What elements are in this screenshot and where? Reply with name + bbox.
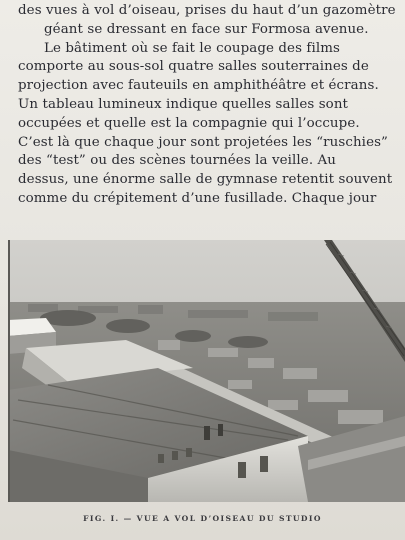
text-line: projection avec fauteuils en amphithéâtre et écrans. [18, 78, 379, 94]
body-text [18, 2, 405, 209]
text-line: occupées et quelle est la compagnie qui l’occupe. [18, 115, 360, 131]
aerial-photo-illustration [8, 240, 405, 502]
aerial-studio-photo [8, 240, 405, 502]
text-line: des vues à vol d’oiseau, prises du haut d’un gazomètre [18, 3, 396, 18]
text-line: dessus, une énorme salle de gymnase retentit souvent [18, 172, 393, 188]
text-line: comme du crépitement d’une fusillade. Chaque jour [18, 190, 377, 206]
figure-caption: FIG. I. — VUE A VOL D’OISEAU DU STUDIO [83, 514, 322, 523]
text-line: des “test” ou des scènes tournées la veille. Au [18, 153, 337, 169]
text-line: comporte au sous-sol quatre salles souterraines de [18, 59, 369, 75]
text-line: Le bâtiment où se fait le coupage des films [44, 40, 341, 56]
text-line: géant se dressant en face sur Formosa avenue. [44, 21, 369, 37]
text-line: Un tableau lumineux indique quelles salles sont [18, 96, 349, 112]
text-line: C’est là que chaque jour sont projetées les “ruschies” [18, 134, 389, 150]
